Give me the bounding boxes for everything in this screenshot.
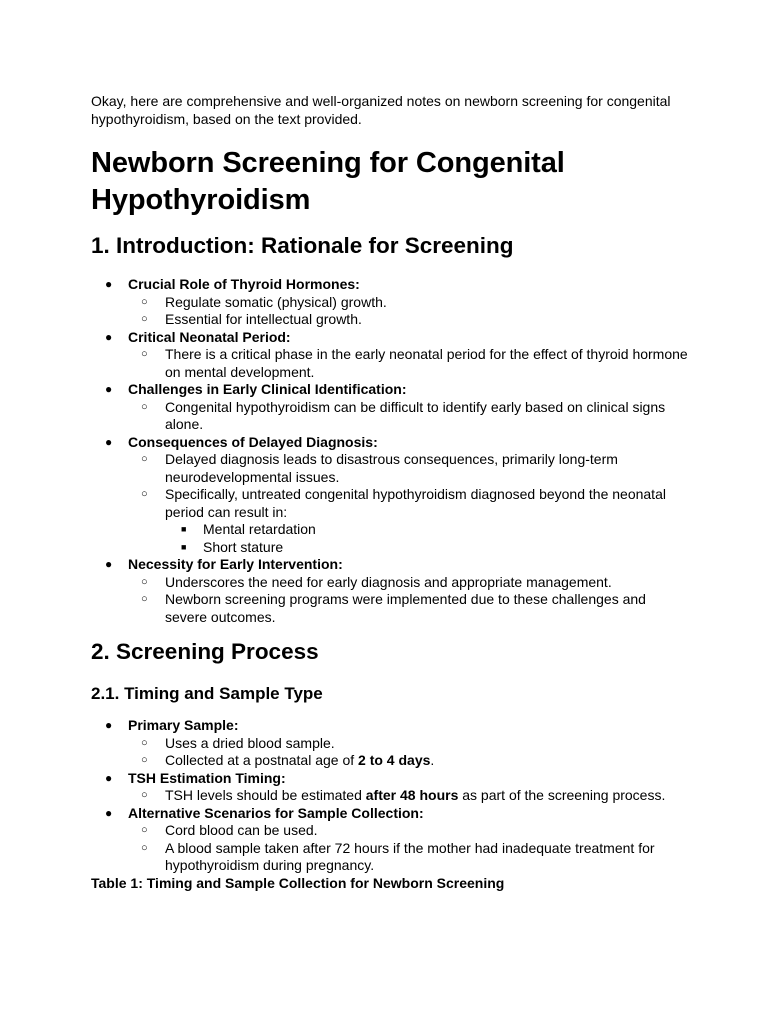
sub-list-item-text: Specifically, untreated congenital hypothyroidism diagnosed beyond the neonatal period can result in: xyxy=(165,486,666,520)
page-title: Newborn Screening for Congenital Hypothyroidism xyxy=(91,147,565,216)
emphasis-text: after 48 hours xyxy=(365,787,459,803)
sub-list-item-text: Newborn screening programs were implemented due to these challenges and severe outcomes. xyxy=(165,591,646,625)
sub-sub-list xyxy=(165,521,691,556)
sub-list-item xyxy=(127,399,691,434)
list-item-title: Consequences of Delayed Diagnosis: xyxy=(128,433,378,450)
sub-list-item-text: Congenital hypothyroidism can be difficult to identify early based on clinical signs alone. xyxy=(165,398,666,432)
sub-list-item-text: Regulate somatic (physical) growth. xyxy=(165,293,387,310)
list-item xyxy=(91,717,691,770)
list-item xyxy=(91,434,691,557)
list-item-title: TSH Estimation Timing: xyxy=(128,769,286,786)
bullet-disc-icon: ● xyxy=(105,557,113,571)
sub-sub-list-item xyxy=(165,539,691,557)
section-2-1-list xyxy=(91,717,691,875)
sub-list-item xyxy=(127,591,691,626)
intro-paragraph: Okay, here are comprehensive and well-organized notes on newborn screening for congenital hypothyroidism, based on the text provided. xyxy=(91,93,671,127)
bullet-disc-icon: ● xyxy=(105,382,113,396)
sub-list-item-text: TSH levels should be estimated after 48 hours as part of the screening process. xyxy=(165,787,666,803)
bullet-disc-icon: ● xyxy=(105,770,113,785)
sub-list-item xyxy=(127,294,691,312)
sub-list-item-text: Underscores the need for early diagnosis and appropriate management. xyxy=(165,573,612,590)
sub-list-item xyxy=(127,574,691,592)
bullet-circle-icon: ○ xyxy=(141,736,148,749)
list-item xyxy=(91,329,691,382)
sub-list-item xyxy=(127,451,691,486)
list-item xyxy=(91,556,691,626)
sub-list-item-text: Uses a dried blood sample. xyxy=(165,734,335,751)
sub-list-item xyxy=(127,486,691,556)
bullet-circle-icon: ○ xyxy=(141,295,148,308)
bullet-disc-icon: ● xyxy=(105,718,113,732)
section-2-heading: 2. Screening Process xyxy=(91,639,319,664)
bullet-disc-icon: ● xyxy=(105,805,113,820)
bullet-disc-icon: ● xyxy=(105,434,113,449)
sub-list xyxy=(127,451,691,556)
document-body xyxy=(91,93,691,892)
sub-sub-list-item-text: Mental retardation xyxy=(203,521,316,537)
sub-list-item-text: Collected at a postnatal age of 2 to 4 days. xyxy=(165,752,435,768)
sub-list-item xyxy=(127,311,691,329)
sub-list xyxy=(127,346,691,381)
sub-list-item-text: Essential for intellectual growth. xyxy=(165,311,362,327)
bullet-circle-icon: ○ xyxy=(141,575,148,588)
sub-list xyxy=(127,574,691,627)
emphasis-text: 2 to 4 days xyxy=(358,752,431,768)
list-item xyxy=(91,805,691,875)
section-1-list xyxy=(91,276,691,626)
sub-list xyxy=(127,822,691,875)
list-item xyxy=(91,770,691,805)
bullet-square-icon: ■ xyxy=(181,541,187,552)
list-item-title: Challenges in Early Clinical Identification: xyxy=(128,381,407,397)
sub-list-item xyxy=(127,822,691,840)
sub-list xyxy=(127,735,691,770)
sub-list-item-text: A blood sample taken after 72 hours if the mother had inadequate treatment for hypothyroidism during pregnancy. xyxy=(165,839,655,873)
sub-list-item-text: There is a critical phase in the early neonatal period for the effect of thyroid hormone on mental development. xyxy=(165,346,688,380)
bullet-disc-icon: ● xyxy=(105,277,113,291)
bullet-circle-icon: ○ xyxy=(141,593,148,605)
bullet-disc-icon: ● xyxy=(105,329,113,344)
sub-sub-list-item-text: Short stature xyxy=(203,538,284,555)
bullet-circle-icon: ○ xyxy=(141,789,148,801)
bullet-circle-icon: ○ xyxy=(141,453,148,465)
sub-list-item xyxy=(127,346,691,381)
bullet-circle-icon: ○ xyxy=(141,754,148,766)
sub-list xyxy=(127,294,691,329)
sub-list-item xyxy=(127,840,691,875)
list-item-title: Critical Neonatal Period: xyxy=(128,328,291,345)
list-item-title: Necessity for Early Intervention: xyxy=(128,556,343,572)
list-item-title: Crucial Role of Thyroid Hormones: xyxy=(128,276,360,292)
sub-list-item-text: Delayed diagnosis leads to disastrous consequences, primarily long-term neurodevelopmental issues. xyxy=(165,451,618,485)
sub-list xyxy=(127,787,691,805)
sub-list-item xyxy=(127,787,691,805)
bullet-square-icon: ■ xyxy=(181,524,187,534)
bullet-circle-icon: ○ xyxy=(141,841,148,854)
bullet-circle-icon: ○ xyxy=(141,824,148,836)
list-item xyxy=(91,276,691,329)
section-2-1-heading: 2.1. Timing and Sample Type xyxy=(91,684,323,703)
list-item-title: Alternative Scenarios for Sample Collection: xyxy=(128,804,424,821)
sub-list xyxy=(127,399,691,434)
sub-sub-list-item xyxy=(165,521,691,539)
bullet-circle-icon: ○ xyxy=(141,313,148,325)
sub-list-item xyxy=(127,752,691,770)
bullet-circle-icon: ○ xyxy=(141,348,148,360)
bullet-circle-icon: ○ xyxy=(141,400,148,413)
section-1-heading: 1. Introduction: Rationale for Screening xyxy=(91,233,514,258)
list-item xyxy=(91,381,691,434)
list-item-title: Primary Sample: xyxy=(128,717,239,733)
bullet-circle-icon: ○ xyxy=(141,488,148,500)
sub-list-item xyxy=(127,735,691,753)
table-caption: Table 1: Timing and Sample Collection for Newborn Screening xyxy=(91,874,505,891)
sub-list-item-text: Cord blood can be used. xyxy=(165,822,318,838)
